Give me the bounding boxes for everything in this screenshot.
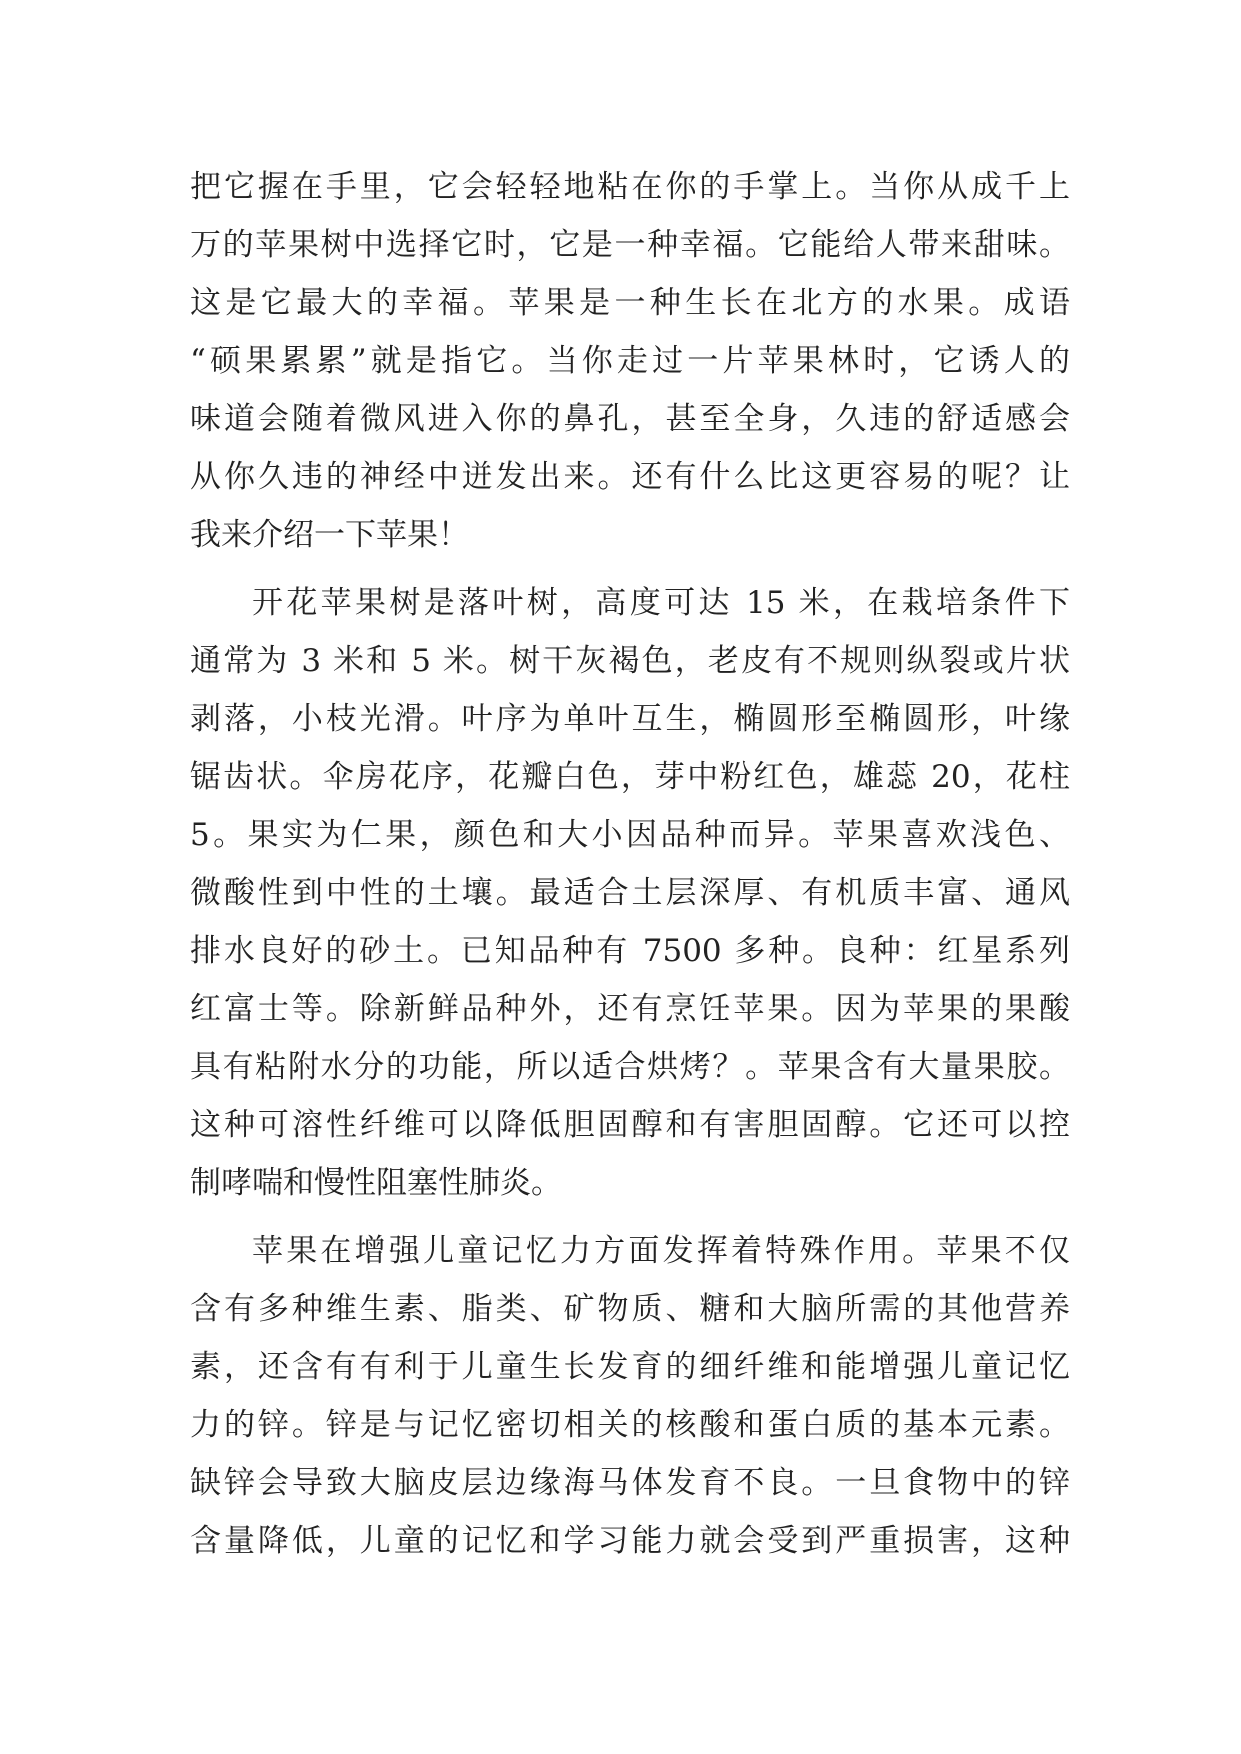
text-line: 这是它最大的幸福。苹果是一种生长在北方的水果。成语 <box>190 285 1070 321</box>
text-line: 微酸性到中性的土壤。最适合土层深厚、有机质丰富、通风 <box>190 875 1070 911</box>
text-line: 把它握在手里，它会轻轻地粘在你的手掌上。当你从成千上 <box>190 169 1070 205</box>
text-line: 5。果实为仁果，颜色和大小因品种而异。苹果喜欢浅色、 <box>190 817 1070 853</box>
text-line: 苹果在增强儿童记忆力方面发挥着特殊作用。苹果不仅 <box>252 1233 1070 1269</box>
document-body <box>190 158 1070 1570</box>
paragraph-botany <box>190 574 1070 1212</box>
text-line: 缺锌会导致大脑皮层边缘海马体发育不良。一旦食物中的锌 <box>190 1465 1070 1501</box>
text-line: 通常为 3 米和 5 米。树干灰褐色，老皮有不规则纵裂或片状 <box>190 643 1070 679</box>
text-line: 制哮喘和慢性阻塞性肺炎。 <box>190 1165 562 1201</box>
text-line: 万的苹果树中选择它时，它是一种幸福。它能给人带来甜味。 <box>190 227 1070 263</box>
text-line: 红富士等。除新鲜品种外，还有烹饪苹果。因为苹果的果酸 <box>190 991 1070 1027</box>
paragraph-intro <box>190 158 1070 564</box>
text-line: 剥落，小枝光滑。叶序为单叶互生，椭圆形至椭圆形，叶缘 <box>190 701 1070 737</box>
paragraph-memory <box>190 1222 1070 1570</box>
text-line: “硕果累累”就是指它。当你走过一片苹果林时，它诱人的 <box>190 343 1070 379</box>
text-line: 味道会随着微风进入你的鼻孔，甚至全身，久违的舒适感会 <box>190 401 1070 437</box>
text-line: 力的锌。锌是与记忆密切相关的核酸和蛋白质的基本元素。 <box>190 1407 1070 1443</box>
text-line: 含有多种维生素、脂类、矿物质、糖和大脑所需的其他营养 <box>190 1291 1070 1327</box>
text-line: 含量降低，儿童的记忆和学习能力就会受到严重损害，这种 <box>190 1523 1070 1559</box>
text-line: 锯齿状。伞房花序，花瓣白色，芽中粉红色，雄蕊 20，花柱 <box>190 759 1070 795</box>
text-line: 排水良好的砂土。已知品种有 7500 多种。良种：红星系列 <box>190 933 1070 969</box>
text-line: 开花苹果树是落叶树，高度可达 15 米，在栽培条件下 <box>252 585 1070 621</box>
text-line: 我来介绍一下苹果！ <box>190 517 469 553</box>
text-line: 素，还含有有利于儿童生长发育的细纤维和能增强儿童记忆 <box>190 1349 1070 1385</box>
text-line: 这种可溶性纤维可以降低胆固醇和有害胆固醇。它还可以控 <box>190 1107 1070 1143</box>
text-line: 从你久违的神经中迸发出来。还有什么比这更容易的呢？让 <box>190 459 1070 495</box>
text-line: 具有粘附水分的功能，所以适合烘烤？。苹果含有大量果胶。 <box>190 1049 1070 1085</box>
